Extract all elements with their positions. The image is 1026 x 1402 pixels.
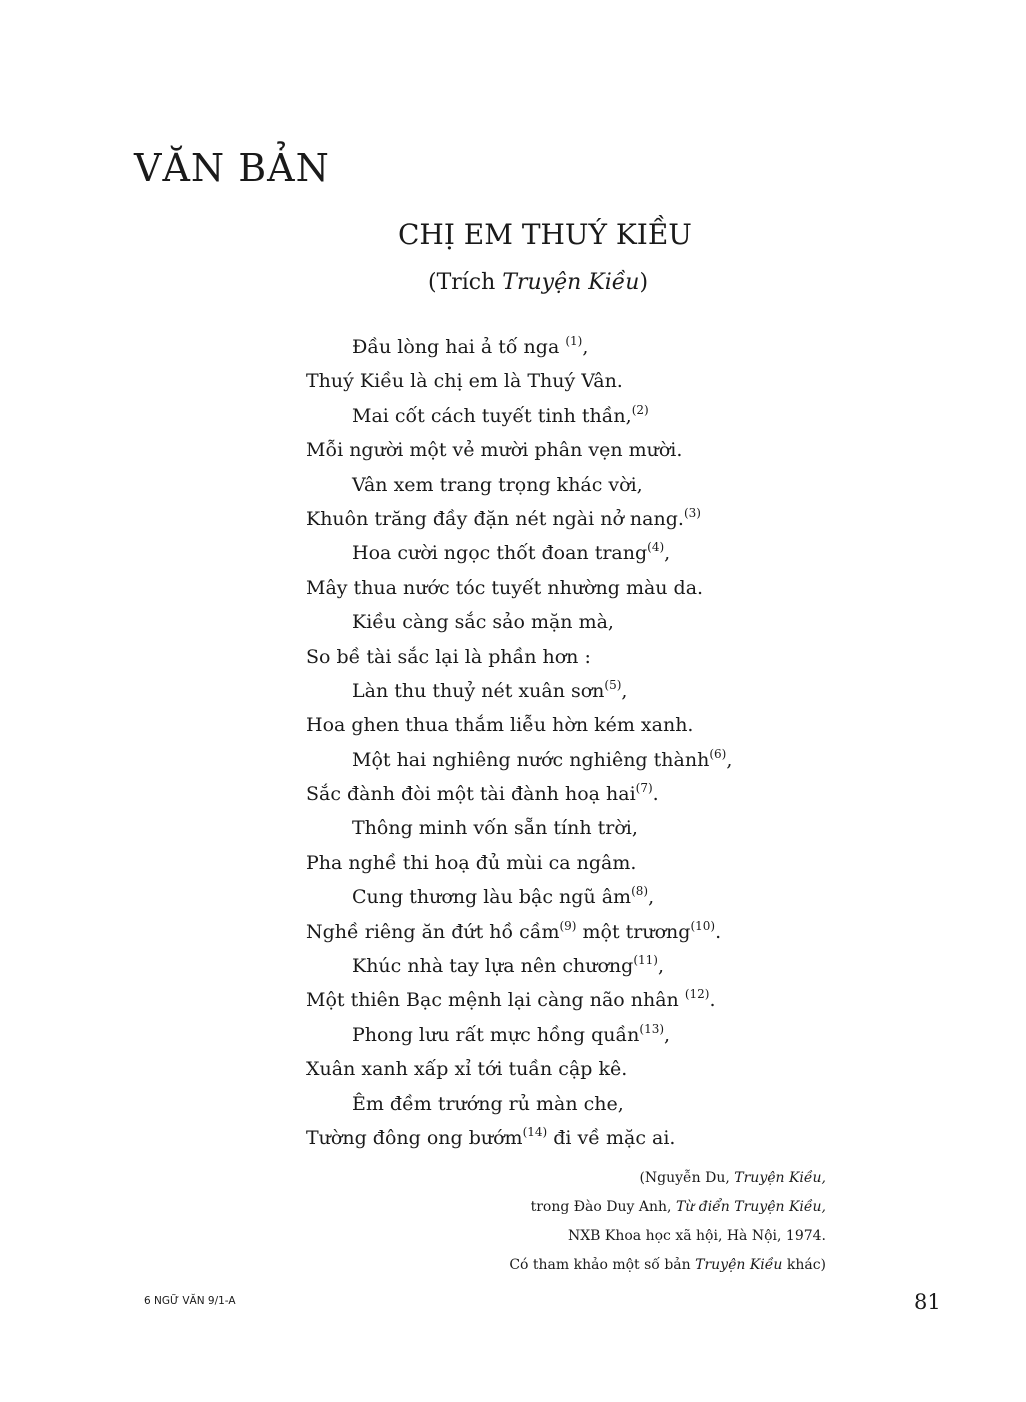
poem-line: Làn thu thuỷ nét xuân sơn$^{(5)}$, xyxy=(352,677,628,702)
poem-title: CHỊ EM THUÝ KIỀU xyxy=(398,218,692,251)
footnote-marker: (6) xyxy=(709,746,727,761)
poem-line: Một hai nghiêng nước nghiêng thành$^{(6)}$, xyxy=(352,746,733,771)
section-heading: VĂN BẢN xyxy=(134,146,330,190)
footnote-marker: (9) xyxy=(559,918,577,933)
poem-line: Khuôn trăng đầy đặn nét ngài nở nang.$^{(3)}$ xyxy=(306,505,701,530)
poem-line: Mai cốt cách tuyết tinh thần,$^{(2)}$ xyxy=(352,402,649,427)
citation-line: trong Đào Duy Anh, Từ điển Truyện Kiều, xyxy=(530,1199,826,1215)
poem-line: Hoa cười ngọc thốt đoan trang$^{(4)}$, xyxy=(352,540,671,565)
poem-line: Tường đông ong bướm$^{(14)}$ đi về mặc ai. xyxy=(306,1124,676,1149)
footnote-marker: (7) xyxy=(635,781,653,796)
poem-line: Kiều càng sắc sảo mặn mà, xyxy=(352,611,614,634)
citation-line: NXB Khoa học xã hội, Hà Nội, 1974. xyxy=(567,1228,826,1244)
footnote-marker: (3) xyxy=(683,505,701,520)
footnote-marker: (13) xyxy=(639,1021,665,1036)
poem-line: Sắc đành đòi một tài đành hoạ hai$^{(7)}$. xyxy=(306,781,659,806)
poem-line: Xuân xanh xấp xỉ tới tuần cập kê. xyxy=(306,1058,628,1081)
poem-line: Thông minh vốn sẵn tính trời, xyxy=(352,817,638,840)
footnote-marker: (2) xyxy=(631,402,649,417)
footnote-marker: (14) xyxy=(522,1124,548,1139)
book-label: 6 NGỮ VĂN 9/1-A xyxy=(144,1295,236,1307)
poem-line: Khúc nhà tay lựa nên chương$^{(11)}$, xyxy=(352,953,665,978)
poem-line: Mỗi người một vẻ mười phân vẹn mười. xyxy=(306,439,683,462)
footnote-marker: (10) xyxy=(690,918,716,933)
poem-line: Nghề riêng ăn đứt hồ cầm$^{(9)}$ một trương$^{(10)}$. xyxy=(306,918,722,943)
poem-line: Êm đềm trướng rủ màn che, xyxy=(352,1092,624,1115)
citation-line: (Nguyễn Du, Truyện Kiều, xyxy=(639,1170,826,1186)
page-number: 81 xyxy=(914,1290,941,1314)
poem-line: Đầu lòng hai ả tố nga $^{(1)}$, xyxy=(352,334,589,358)
poem-line: Vân xem trang trọng khác vời, xyxy=(352,473,643,496)
poem-subtitle xyxy=(428,270,648,295)
subtitle-prefix: (Trích xyxy=(428,270,503,295)
poem-line: Hoa ghen thua thắm liễu hờn kém xanh. xyxy=(306,714,694,737)
poem-line: Pha nghề thi hoạ đủ mùi ca ngâm. xyxy=(306,851,637,874)
subtitle-suffix: ) xyxy=(639,270,649,295)
footnote-marker: (5) xyxy=(604,677,622,692)
citation-line: Có tham khảo một số bản Truyện Kiều khác) xyxy=(509,1257,826,1273)
poem-line: Mây thua nước tóc tuyết nhường màu da. xyxy=(306,576,704,599)
footnote-marker: (4) xyxy=(647,540,665,555)
subtitle-work: Truyện Kiều xyxy=(502,270,640,295)
poem-line: So bề tài sắc lại là phần hơn : xyxy=(306,645,591,668)
poem-body xyxy=(306,330,732,1155)
footnote-marker: (1) xyxy=(565,334,583,348)
poem-line: Một thiên Bạc mệnh lại càng não nhân $^{(12)}$. xyxy=(306,987,716,1012)
source-citation xyxy=(509,1164,826,1280)
poem-line: Thuý Kiều là chị em là Thuý Vân. xyxy=(306,370,623,393)
footnote-marker: (8) xyxy=(631,884,649,899)
footnote-marker: (11) xyxy=(633,953,658,968)
poem-line: Phong lưu rất mực hồng quần$^{(13)}$, xyxy=(352,1021,671,1046)
footnote-marker: (12) xyxy=(684,987,710,1002)
poem-line: Cung thương làu bậc ngũ $âm^{(8)}$, xyxy=(352,884,655,909)
